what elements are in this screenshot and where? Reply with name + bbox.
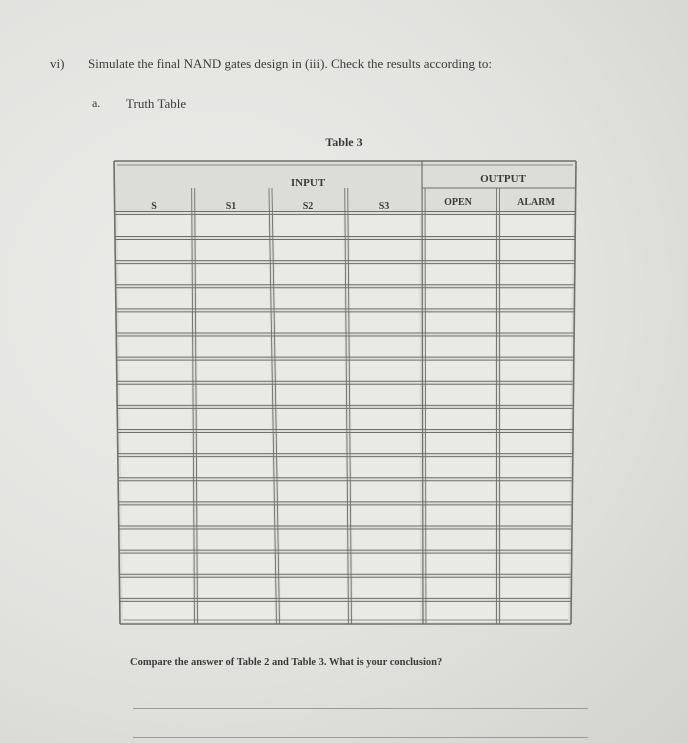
table-cell[interactable] bbox=[501, 240, 572, 260]
table-cell[interactable] bbox=[425, 361, 495, 381]
table-cell[interactable] bbox=[197, 264, 269, 284]
table-cell[interactable] bbox=[351, 361, 420, 381]
table-cell[interactable] bbox=[501, 312, 571, 332]
table-cell[interactable] bbox=[352, 457, 420, 477]
table-cell[interactable] bbox=[197, 361, 271, 381]
table-cell[interactable] bbox=[425, 385, 495, 405]
table-cell[interactable] bbox=[119, 337, 191, 357]
table-cell[interactable] bbox=[121, 433, 192, 453]
table-cell[interactable] bbox=[501, 337, 571, 357]
table-cell[interactable] bbox=[351, 385, 420, 405]
table-cell[interactable] bbox=[501, 578, 568, 598]
column-header-open: OPEN bbox=[444, 197, 472, 208]
table-cell[interactable] bbox=[274, 215, 344, 236]
table-cell[interactable] bbox=[350, 240, 420, 260]
table-cell[interactable] bbox=[352, 530, 420, 550]
table-cell[interactable] bbox=[123, 602, 193, 622]
table-cell[interactable] bbox=[352, 554, 419, 574]
table-cell[interactable] bbox=[352, 481, 420, 501]
table-cell[interactable] bbox=[278, 433, 346, 453]
table-cell[interactable] bbox=[118, 215, 191, 236]
table-cell[interactable] bbox=[501, 264, 572, 284]
table-cell[interactable] bbox=[351, 337, 420, 357]
table-cell[interactable] bbox=[351, 433, 419, 453]
table-cell[interactable] bbox=[425, 240, 495, 260]
table-cell[interactable] bbox=[274, 240, 343, 260]
table-cell[interactable] bbox=[275, 264, 344, 284]
table-cell[interactable] bbox=[198, 433, 272, 453]
table-cell[interactable] bbox=[122, 578, 192, 598]
table-cell[interactable] bbox=[279, 481, 346, 501]
table-cell[interactable] bbox=[426, 505, 495, 525]
table-cell[interactable] bbox=[198, 505, 273, 525]
table-cell[interactable] bbox=[501, 602, 568, 622]
table-cell[interactable] bbox=[426, 409, 495, 429]
table-cell[interactable] bbox=[197, 240, 269, 260]
table-cell[interactable] bbox=[501, 385, 571, 405]
table-cell[interactable] bbox=[425, 215, 495, 236]
table-cell[interactable] bbox=[277, 409, 345, 429]
table-cell[interactable] bbox=[501, 361, 571, 381]
table-cell[interactable] bbox=[121, 457, 192, 477]
table-cell[interactable] bbox=[198, 409, 272, 429]
table-cell[interactable] bbox=[501, 505, 569, 525]
table-cell[interactable] bbox=[275, 288, 344, 308]
table-cell[interactable] bbox=[426, 554, 495, 574]
table-cell[interactable] bbox=[501, 530, 569, 550]
table-cell[interactable] bbox=[426, 457, 495, 477]
table-cell[interactable] bbox=[501, 215, 572, 236]
table-cell[interactable] bbox=[197, 312, 270, 332]
table-cell[interactable] bbox=[350, 288, 419, 308]
table-cell[interactable] bbox=[276, 361, 344, 381]
table-cell[interactable] bbox=[350, 312, 419, 332]
table-cell[interactable] bbox=[426, 433, 495, 453]
question-number: vi) bbox=[50, 56, 65, 71]
table-cell[interactable] bbox=[501, 409, 570, 429]
table-cell[interactable] bbox=[501, 433, 570, 453]
table-cell[interactable] bbox=[119, 288, 191, 308]
table-cell[interactable] bbox=[426, 578, 495, 598]
table-cell[interactable] bbox=[119, 312, 191, 332]
column-header-s: S bbox=[151, 201, 157, 212]
table-cell[interactable] bbox=[501, 457, 570, 477]
table-cell[interactable] bbox=[121, 481, 192, 501]
table-cell[interactable] bbox=[276, 312, 345, 332]
table-cell[interactable] bbox=[199, 554, 275, 574]
table-cell[interactable] bbox=[501, 554, 569, 574]
table-grid bbox=[114, 161, 576, 624]
table-cell[interactable] bbox=[118, 240, 191, 260]
table-cell[interactable] bbox=[426, 530, 495, 550]
table-cell[interactable] bbox=[353, 602, 420, 622]
table-caption: Table 3 bbox=[325, 135, 363, 149]
table-cell[interactable] bbox=[122, 554, 193, 574]
column-header-s3: S3 bbox=[378, 201, 390, 212]
table-cell[interactable] bbox=[425, 288, 495, 308]
table-cell[interactable] bbox=[426, 481, 495, 501]
table-cell[interactable] bbox=[501, 481, 570, 501]
table-cell[interactable] bbox=[277, 385, 345, 405]
table-cell[interactable] bbox=[280, 554, 347, 574]
table-cell[interactable] bbox=[280, 578, 347, 598]
table-cell[interactable] bbox=[120, 361, 192, 381]
table-cell[interactable] bbox=[425, 264, 495, 284]
table-cell[interactable] bbox=[121, 505, 192, 525]
table-cell[interactable] bbox=[278, 457, 346, 477]
table-cell[interactable] bbox=[353, 578, 420, 598]
table-cell[interactable] bbox=[199, 602, 275, 622]
output-group-header: OUTPUT bbox=[480, 173, 526, 185]
table-cell[interactable] bbox=[426, 602, 495, 622]
table-cell[interactable] bbox=[198, 481, 273, 501]
table-cell[interactable] bbox=[279, 530, 346, 550]
table-cell[interactable] bbox=[350, 264, 419, 284]
table-cell[interactable] bbox=[196, 215, 268, 236]
answer-line[interactable] bbox=[133, 708, 588, 709]
column-header-s2: S2 bbox=[302, 201, 314, 212]
table-cell[interactable] bbox=[352, 505, 420, 525]
column-header-alarm: ALARM bbox=[517, 197, 555, 208]
table-cell[interactable] bbox=[501, 288, 572, 308]
followup-question: Compare the answer of Table 2 and Table 3. What is your conclusion? bbox=[130, 657, 443, 668]
table-cell[interactable] bbox=[425, 312, 495, 332]
table-cell[interactable] bbox=[197, 385, 271, 405]
table-cell[interactable] bbox=[197, 288, 270, 308]
table-cell[interactable] bbox=[199, 578, 275, 598]
table-cell[interactable] bbox=[118, 264, 190, 284]
table-cell[interactable] bbox=[198, 457, 273, 477]
input-group-header: INPUT bbox=[290, 177, 326, 189]
answer-line[interactable] bbox=[133, 737, 588, 738]
column-header-s1: S1 bbox=[225, 201, 237, 212]
table-cell[interactable] bbox=[197, 337, 270, 357]
table-cell[interactable] bbox=[425, 337, 495, 357]
table-cell[interactable] bbox=[198, 530, 273, 550]
table-cell[interactable] bbox=[351, 409, 419, 429]
table-cell[interactable] bbox=[122, 530, 193, 550]
table-cell[interactable] bbox=[281, 602, 347, 622]
table-cell[interactable] bbox=[120, 385, 192, 405]
table-cell[interactable] bbox=[276, 337, 345, 357]
subitem-letter: a. bbox=[92, 96, 101, 110]
table-cell[interactable] bbox=[120, 409, 192, 429]
table-cell[interactable] bbox=[349, 215, 419, 236]
table-cell[interactable] bbox=[279, 505, 346, 525]
question-text: Simulate the final NAND gates design in (iii). Check the results according to: bbox=[88, 56, 492, 71]
subitem-text: Truth Table bbox=[126, 96, 187, 111]
